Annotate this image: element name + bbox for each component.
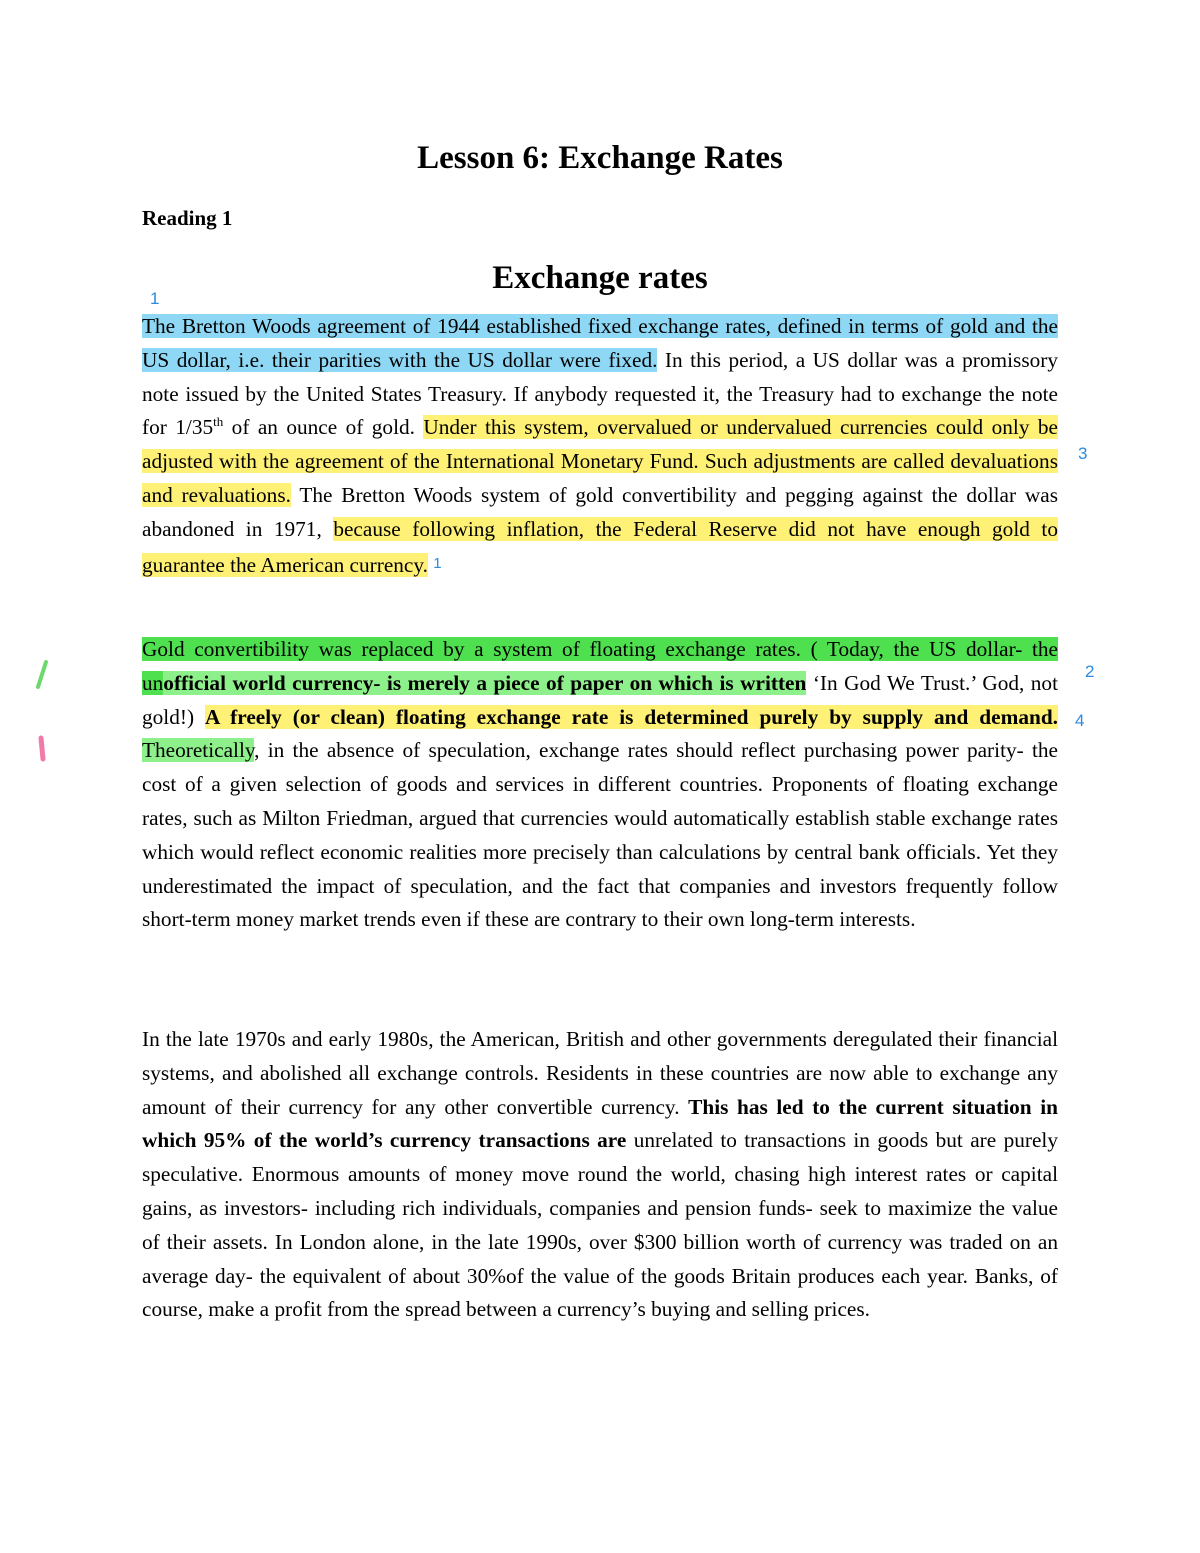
highlight-blue: The Bretton Woods agreement of 1944 established fixed exchange rates, defined in terms of gold and the US dollar, i.e. their parities with the US dollar were fixed. <box>142 314 1058 372</box>
text-run: , in the absence of speculation, exchange rates should reflect purchasing power parity- the cost of a given selection of goods and services in different countries. Proponents of floating exchange rates, such as Milton Friedman, argued that currencies would automatically establish stable exchange rates which would reflect economic realities more precisely than calculations by central bank officials. Yet they underestimated the impact of speculation, and the fact that companies and investors frequently follow short-term money market trends even if these are contrary to their own long-term interests. <box>142 738 1058 932</box>
annotation-marker-3: 3 <box>1078 444 1088 463</box>
highlight-yellow: A freely (or clean) floating exchange rate is determined purely by supply and demand. <box>205 704 1058 729</box>
section-title: Exchange rates <box>492 260 708 296</box>
paragraph-3 <box>142 1023 1058 1327</box>
reading-label: Reading 1 <box>142 206 233 230</box>
highlight-green: Gold convertibility was replaced by a system of floating exchange rates. ( Today, the US dollar- the un <box>142 637 1058 695</box>
annotation-marker-4: 4 <box>1075 711 1085 730</box>
highlight-yellow: Under this system, overvalued or undervalued currencies could only be adjusted with the agreement of the International Monetary Fund. Such adjustments are called devaluations and revaluations. <box>142 415 1058 507</box>
highlight-yellow: because following inflation, the Federal Reserve did not have enough gold to guarantee the American currency. <box>142 516 1058 577</box>
superscript: th <box>213 414 224 430</box>
lesson-title: Lesson 6: Exchange Rates <box>417 140 783 176</box>
text-run: The Bretton Woods system of gold convertibility and pegging against the dollar was abandoned in 1971, <box>142 482 1058 541</box>
paragraph-2 <box>142 633 1058 937</box>
text-run: unrelated to transactions in goods but are purely speculative. Enormous amounts of money move round the world, chasing high interest rates or capital gains, as investors- including rich individuals, companies and pension funds- seek to maximize the value of their assets. In London alone, in the late 1990s, over $300 billion worth of currency was traded on an average day- the equivalent of about 30%of the value of the goods Britain produces each year. Banks, of course, make a profit from the spread between a currency’s buying and selling prices. <box>142 1128 1058 1322</box>
text-run: In this period, a US dollar was a promissory note issued by the United States Treasury. If anybody requested it, the Treasury had to exchange the note for 1/35 <box>142 347 1058 440</box>
green-pen-mark-icon <box>34 660 50 690</box>
text-run: of an ounce of gold. <box>223 415 424 440</box>
bold-text: This has led to the current situation in which 95% of the world’s currency transactions are <box>142 1094 1059 1153</box>
highlight-light-green: official world currency- is merely a piece of paper on which is written <box>163 670 807 695</box>
paragraph-1 <box>142 310 1058 582</box>
text-run: ‘In God We Trust.’ God, not gold!) <box>142 670 1059 729</box>
text-run: In the late 1970s and early 1980s, the American, British and other governments deregulated their financial systems, and abolished all exchange controls. Residents in these countries are now able to exchange any amount of their currency for any other convertible currency. <box>142 1027 1058 1119</box>
pink-pen-mark-icon <box>36 735 48 763</box>
highlight-green: Theoretically <box>142 738 255 763</box>
annotation-marker-1-inline: 1 <box>433 554 442 572</box>
annotation-marker-1: 1 <box>150 289 160 308</box>
annotation-marker-2: 2 <box>1085 662 1095 681</box>
